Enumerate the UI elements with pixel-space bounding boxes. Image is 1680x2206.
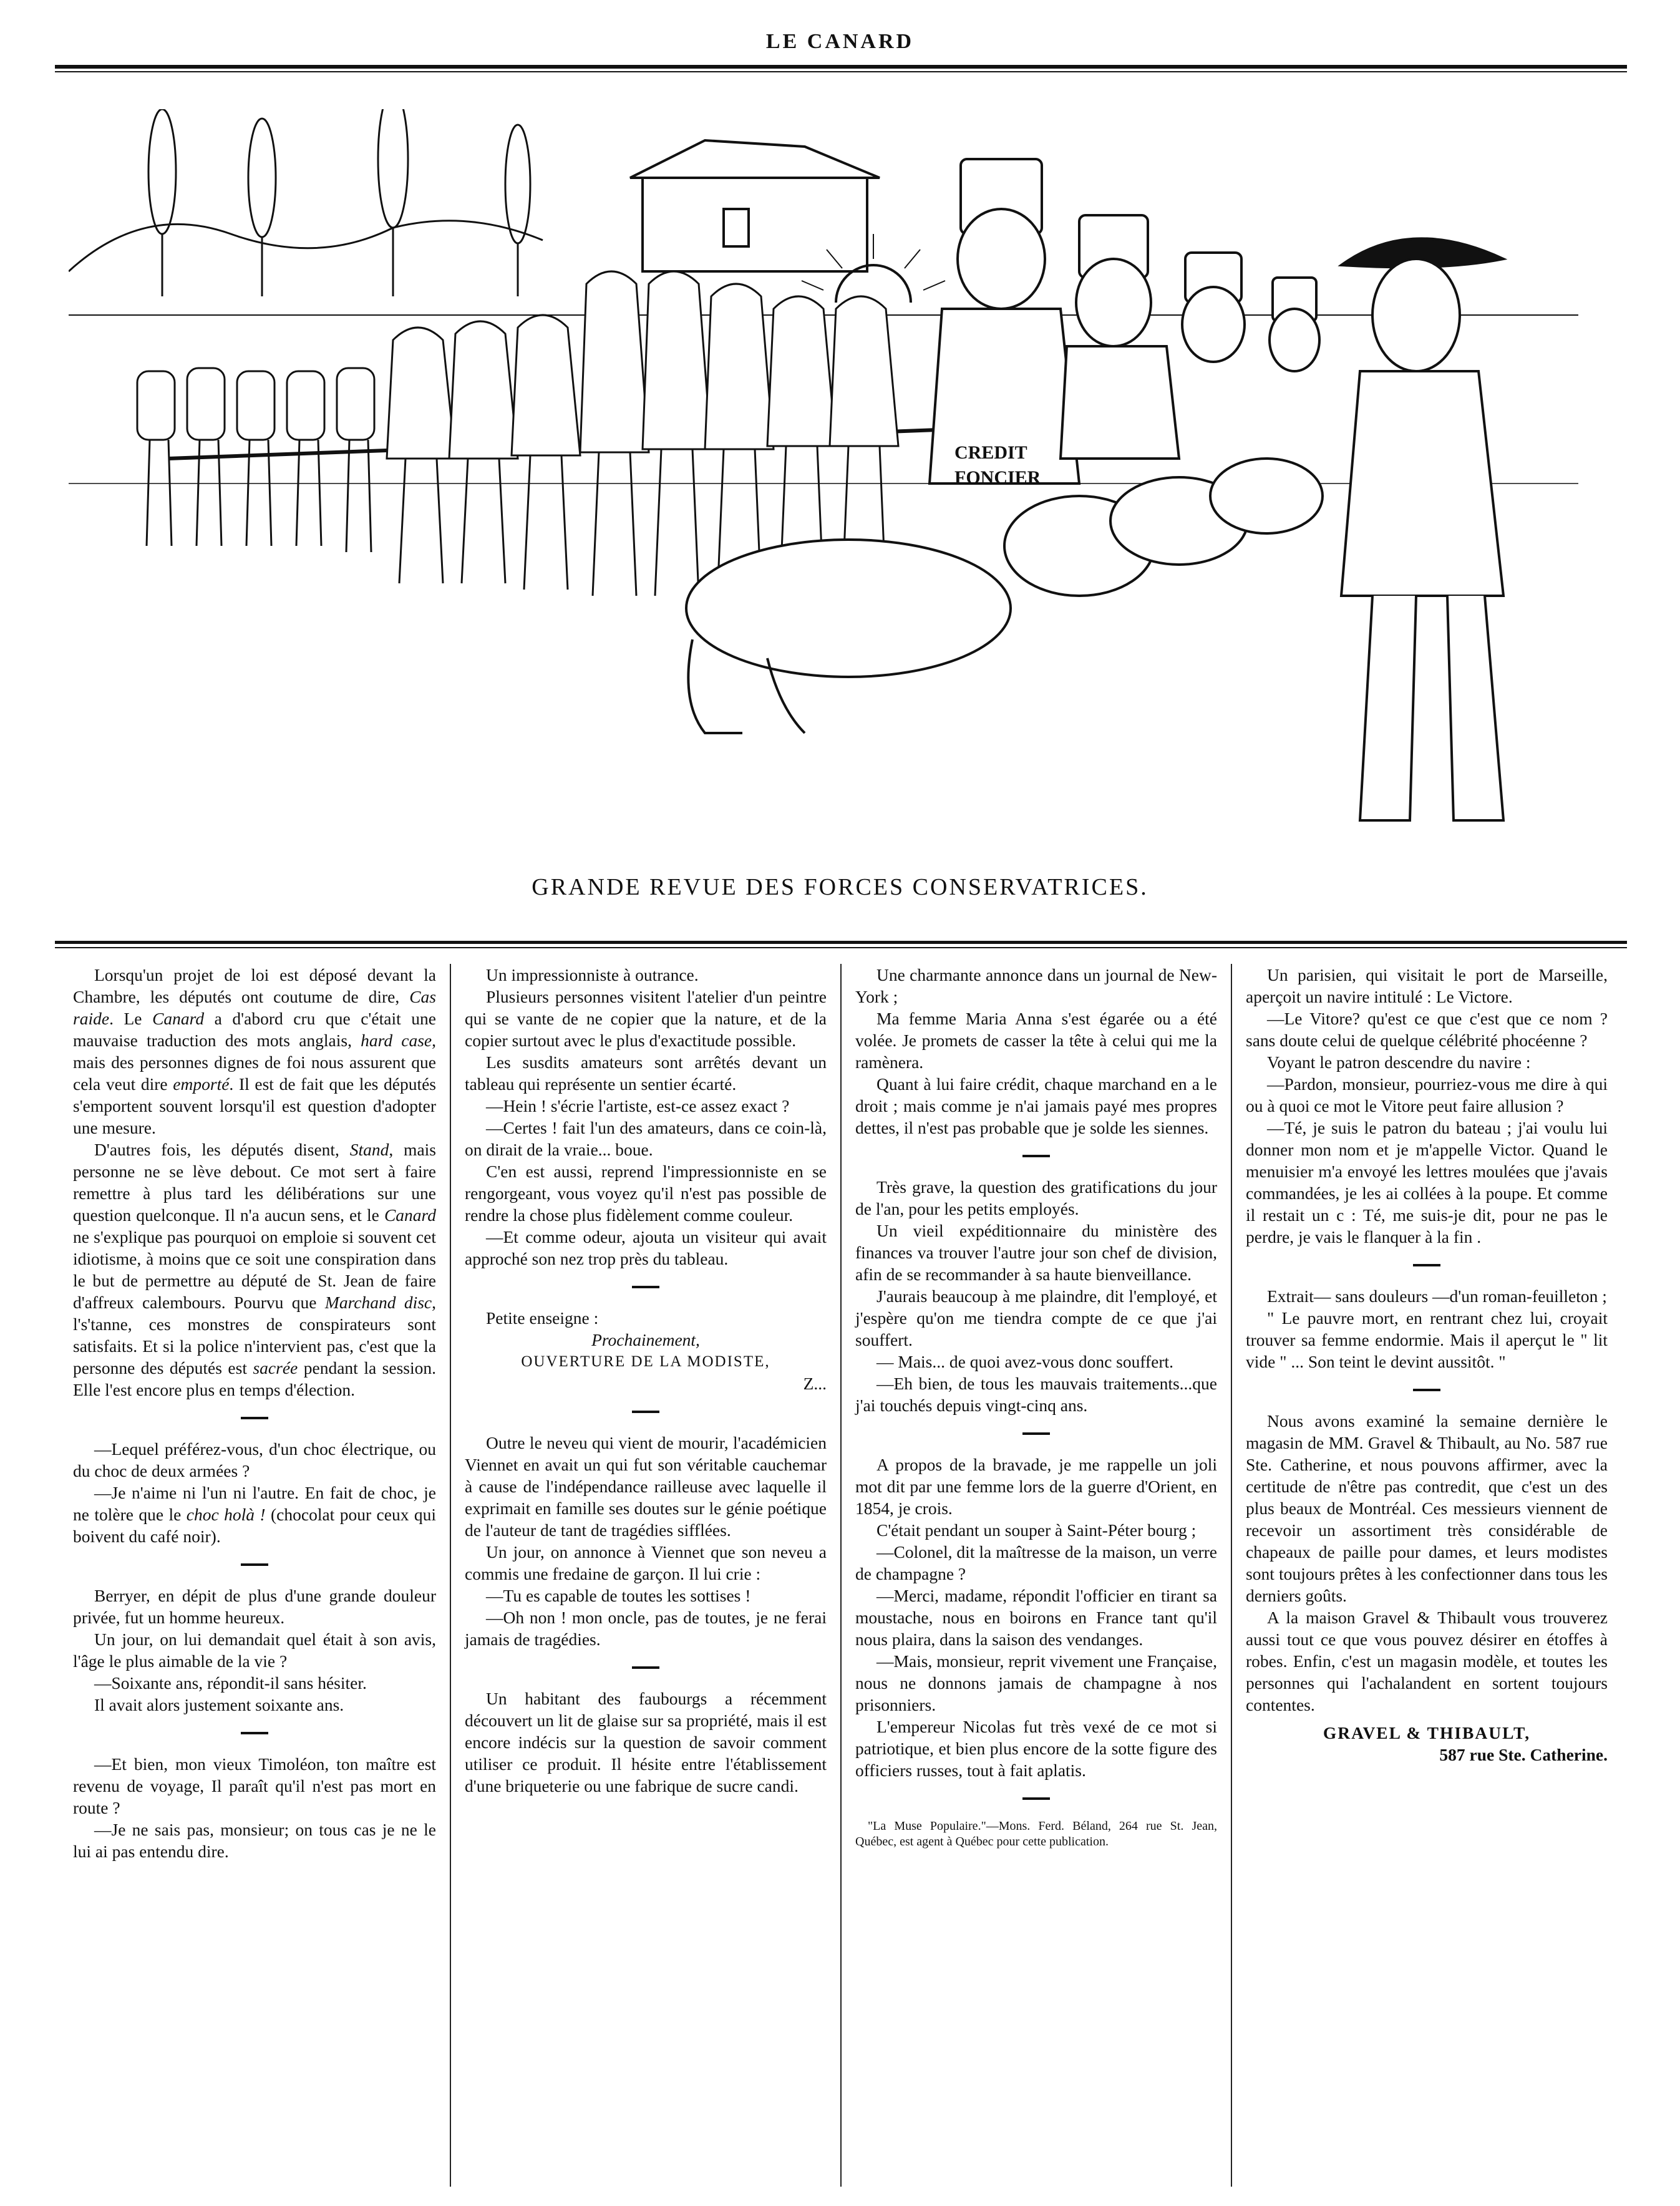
- paragraph: —Té, je suis le patron du bateau ; j'ai voulu lui donner mon nom et je m'appelle Victor. Quand le menuisier m'a envoyé les lettres moulées que j'avais commandées, je les ai collées à la poupe. Et comme il restait un c : Té, me suis-je dit, pour ne pas le perdre, je vais le flanquer à la fin .: [1246, 1118, 1608, 1246]
- paragraph: " Le pauvre mort, en rentrant chez lui, croyait trouver sa femme endormie. Mais il aperçut le " lit vide " ... Son teint le devint aussitôt. ": [1246, 1308, 1608, 1371]
- column-3: [840, 964, 1231, 2187]
- paragraph: —Et comme odeur, ajouta un visiteur qui avait approché son nez trop près du tableau.: [465, 1227, 827, 1268]
- paragraph: Lorsqu'un projet de loi est déposé devant la Chambre, les députés ont coutume de dire, Cas raide. Le Canard a d'abord cru que c'était une mauvaise traduction des mots anglais, hard case, mais des personnes dignes de foi nous assurent que cela veut dire emporté. Il est de fait que les députés s'emportent souvent lorsqu'il est question d'adopter une mesure.: [73, 965, 436, 1137]
- separator: [1022, 1797, 1050, 1800]
- paragraph: —Et bien, mon vieux Timoléon, ton maître est revenu de voyage, Il paraît qu'il n'est pas mort en route ?: [73, 1754, 436, 1817]
- paragraph: Une charmante annonce dans un journal de New-York ;: [855, 965, 1217, 1006]
- paragraph: —Hein ! s'écrie l'artiste, est-ce assez exact ?: [486, 1096, 790, 1115]
- paragraph: Berryer, en dépit de plus d'une grande douleur privée, fut un homme heureux.: [73, 1586, 436, 1627]
- paragraph: OUVERTURE DE LA MODISTE,: [521, 1353, 770, 1370]
- paragraph: —Mais, monsieur, reprit vivement une Française, nous ne donnons jamais de champagne à nos prisonniers.: [855, 1651, 1217, 1714]
- column-1: [59, 964, 450, 2187]
- paragraph: Prochainement,: [591, 1330, 700, 1349]
- paragraph: L'empereur Nicolas fut très vexé de ce mot si patriotique, et bien plus encore de la sotte figure des officiers russes, tout à fait aplatis.: [855, 1717, 1217, 1780]
- paragraph: Voyant le patron descendre du navire :: [1267, 1052, 1531, 1072]
- paragraph: Il avait alors justement soixante ans.: [94, 1695, 344, 1714]
- paragraph: D'autres fois, les députés disent, Stand, mais personne ne se lève debout. Ce mot sert à faire remettre à plus tard les délibérations sur une question quelconque. Il n'a aucun sens, et le Canard ne s'explique pas pourquoi on emploie si souvent cet idiotisme, à moins que ce soit une conspiration dans le but de permettre au député de St. Jean de faire d'affreux calembours. Pourvu que Marchand disc, l's'tanne, ces monstres de conspirateurs sont satisfaits. Et si la police n'intervient pas, c'est que la personne des députés est sacrée pendant la session. Elle l'est encore plus en temps d'élection.: [73, 1140, 437, 1399]
- paragraph: Un jour, on lui demandait quel était à son avis, l'âge le plus aimable de la vie ?: [73, 1630, 436, 1671]
- advertiser-address: 587 rue Ste. Catherine.: [1439, 1745, 1608, 1764]
- paragraph: —Merci, madame, répondit l'officier en tirant sa moustache, nous en boirons en France tant qu'il nous plaira, dans la saison des vendanges.: [855, 1586, 1217, 1649]
- paragraph: Outre le neveu qui vient de mourir, l'académicien Viennet en avait un qui fut son véritable cauchemar à cause de l'indépendance railleuse avec laquelle il exprimait en famille ses doutes sur le génie poétique de l'auteur de tant de tragédies sifflées.: [465, 1433, 827, 1540]
- column-4: [1231, 964, 1621, 2187]
- paragraph: —Eh bien, de tous les mauvais traitements...que j'ai touchés depuis vingt-cinq ans.: [855, 1374, 1217, 1415]
- paragraph: J'aurais beaucoup à me plaindre, dit l'employé, et j'espère qu'on me tiendra compte de ce que j'ai souffert.: [855, 1286, 1217, 1349]
- separator: [241, 1563, 268, 1566]
- top-rule: [55, 65, 1627, 69]
- separator: [1022, 1432, 1050, 1435]
- paragraph: Les susdits amateurs sont arrêtés devant un tableau qui représente un sentier écarté.: [465, 1052, 827, 1094]
- paragraph: C'en est aussi, reprend l'impressionniste en se rengorgeant, vous voyez qu'il n'est pas possible de rendre la chose plus fidèlement comme couleur.: [465, 1162, 827, 1225]
- paragraph: Ma femme Maria Anna s'est égarée ou a été volée. Je promets de casser la tête à celui qui me la ramènera.: [855, 1009, 1217, 1072]
- paragraph: Un parisien, qui visitait le port de Marseille, aperçoit un navire intitulé : Le Victore.: [1246, 965, 1608, 1006]
- separator: [1022, 1155, 1050, 1157]
- paragraph: —Le Vitore? qu'est ce que c'est que ce nom ? sans doute celui de quelque célébrité phocéenne ?: [1246, 1009, 1608, 1050]
- paragraph: —Lequel préférez-vous, d'un choc électrique, ou du choc de deux armées ?: [73, 1439, 436, 1480]
- top-rule-thin: [55, 71, 1627, 72]
- column-2: [450, 964, 840, 2187]
- section-rule: [55, 941, 1627, 944]
- paragraph: —Colonel, dit la maîtresse de la maison, un verre de champagne ?: [855, 1542, 1217, 1583]
- paragraph: Un impressionniste à outrance.: [486, 965, 699, 984]
- paragraph: — Mais... de quoi avez-vous donc souffert.: [876, 1352, 1174, 1371]
- paragraph: Quant à lui faire crédit, chaque marchand en a le droit ; mais comme je n'ai jamais payé mes propres dettes, il n'est pas probable que je solde les siennes.: [855, 1074, 1217, 1137]
- paragraph: Un vieil expéditionnaire du ministère des finances va trouver l'autre jour son chef de division, afin de se recommander à sa haute bienveillance.: [855, 1221, 1217, 1284]
- paragraph: Extrait— sans douleurs —d'un roman-feuilleton ;: [1267, 1286, 1607, 1306]
- paragraph: Un habitant des faubourgs a récemment découvert un lit de glaise sur sa propriété, mais il est encore indécis sur la question de savoir comment utiliser ce produit. Il hésite entre l'établissement d'une briqueterie ou une fabrique de sucre candi.: [465, 1689, 827, 1795]
- separator: [241, 1417, 268, 1419]
- paragraph: Nous avons examiné la semaine dernière le magasin de MM. Gravel & Thibault, au No. 587 rue Ste. Catherine, et nous pouvons affirmer, avec la certitude de n'être pas contredit, que c'est un des plus beaux de Montréal. Ces messieurs viennent de recevoir un assortiment très considérable de chapeaux de paille pour dames, et leurs modistes sont toujours prêtes à les confectionner dans tous les derniers goûts.: [1246, 1411, 1608, 1605]
- paragraph: Plusieurs personnes visitent l'atelier d'un peintre qui se vante de ne copier que la nature, et de la copier surtout avec le plus d'exactitude possible.: [465, 987, 827, 1050]
- paragraph: —Oh non ! mon oncle, pas de toutes, je ne ferai jamais de tragédies.: [465, 1608, 827, 1649]
- separator: [1413, 1389, 1440, 1391]
- separator: [632, 1666, 659, 1669]
- paragraph: —Je ne sais pas, monsieur; on tous cas je ne le lui ai pas entendu dire.: [73, 1820, 436, 1861]
- paragraph: —Pardon, monsieur, pourriez-vous me dire à qui ou à quoi ce mot le Vitore peut faire allusion ?: [1246, 1074, 1608, 1115]
- paragraph: C'était pendant un souper à Saint-Péter bourg ;: [876, 1520, 1197, 1540]
- masthead: LE CANARD: [765, 30, 915, 53]
- paragraph: A la maison Gravel & Thibault vous trouverez aussi tout ce que vous pouvez désirer en étoffes à robes. Enfin, c'est un magasin modèle, et toutes les personnes qui l'achalandent en sortent toujours contentes.: [1246, 1608, 1608, 1714]
- separator: [241, 1732, 268, 1734]
- illustration-caption: GRANDE REVUE DES FORCES CONSERVATRICES.: [532, 874, 1148, 900]
- paragraph: —Tu es capable de toutes les sottises !: [486, 1586, 751, 1605]
- paragraph: —Soixante ans, répondit-il sans hésiter.: [94, 1673, 367, 1693]
- cartoon-illustration: [69, 109, 1578, 858]
- section-rule-thin: [55, 947, 1627, 948]
- paragraph: —Je n'aime ni l'un ni l'autre. En fait de choc, je ne tolère que le choc holà ! (chocolat pour ceux qui boivent du café noir).: [73, 1483, 437, 1546]
- separator: [1413, 1264, 1440, 1266]
- paragraph: Un jour, on annonce à Viennet que son neveu a commis une fredaine de garçon. Il lui crie :: [465, 1542, 827, 1583]
- separator: [632, 1411, 659, 1413]
- paragraph: Z...: [803, 1374, 827, 1393]
- foncier-label: FONCIER: [954, 467, 1041, 488]
- paragraph: A propos de la bravade, je me rappelle un joli mot dit par une femme lors de la guerre d'Orient, en 1854, je crois.: [855, 1455, 1217, 1518]
- paragraph: Petite enseigne :: [486, 1308, 599, 1328]
- credit-label: CREDIT: [954, 442, 1027, 463]
- paragraph: —Certes ! fait l'un des amateurs, dans ce coin-là, on dirait de la vraie... boue.: [465, 1118, 827, 1159]
- separator: [632, 1286, 659, 1288]
- agent-note: "La Muse Populaire."—Mons. Ferd. Béland, 264 rue St. Jean, Québec, est agent à Québec pour cette publication.: [855, 1819, 1217, 1849]
- advertiser-name: GRAVEL & THIBAULT,: [1323, 1723, 1531, 1742]
- article-columns: [59, 964, 1622, 2187]
- paragraph: Très grave, la question des gratifications du jour de l'an, pour les petits employés.: [855, 1177, 1217, 1218]
